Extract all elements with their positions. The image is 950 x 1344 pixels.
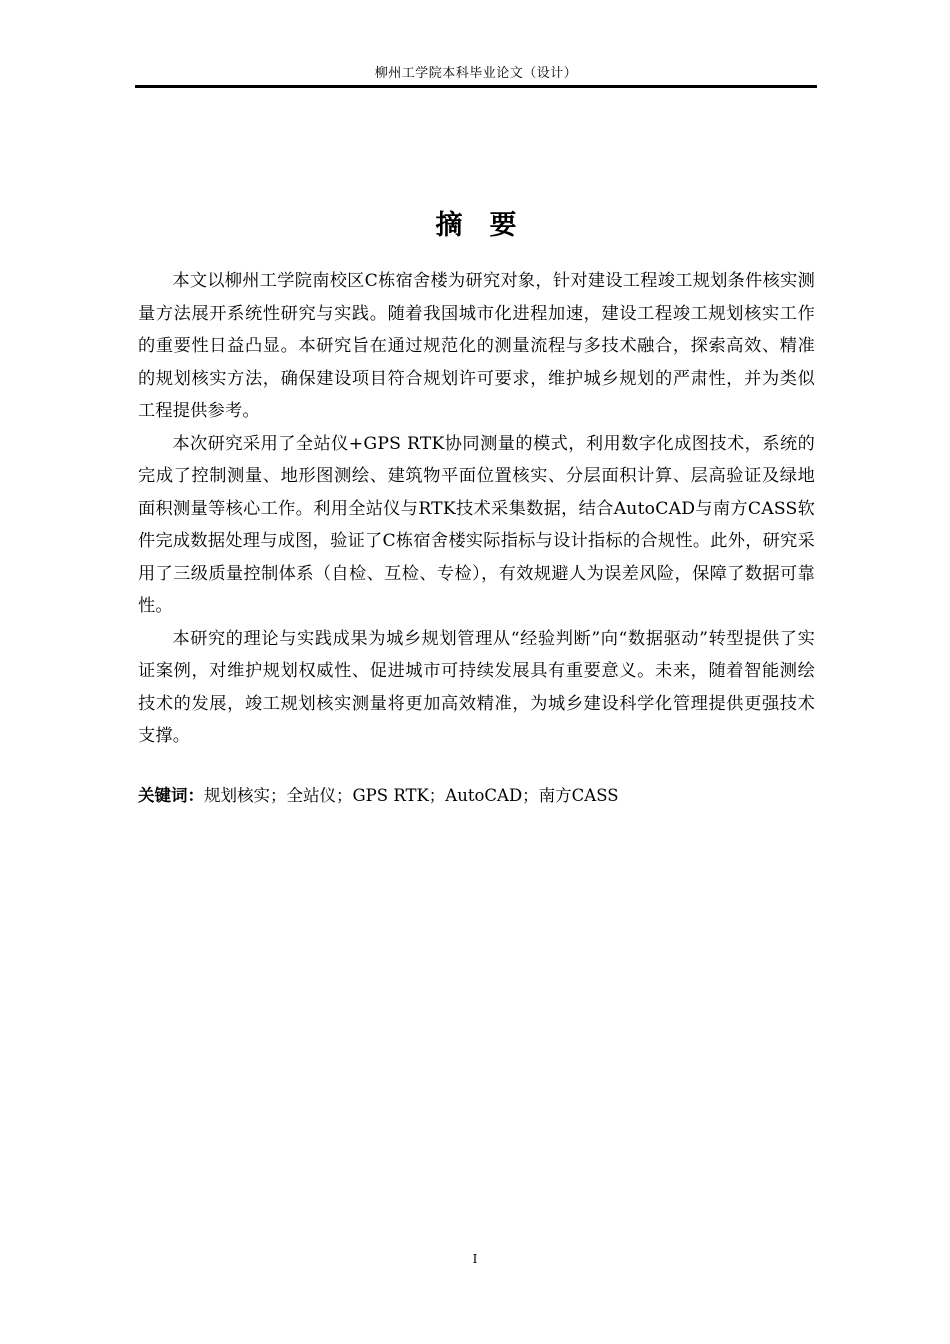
abstract-paragraph-1: 本文以柳州工学院南校区C栋宿舍楼为研究对象，针对建设工程竣工规划条件核实测量方法展开系统性研究与实践。随着我国城市化进程加速，建设工程竣工规划核实工作的重要性日益凸显。本研究旨在通过规范化的测量流程与多技术融合，探索高效、精准的规划核实方法，确保建设项目符合规划许可要求，维护城乡规划的严肃性，并为类似工程提供参考。 <box>138 271 815 421</box>
abstract-paragraph-3: 本研究的理论与实践成果为城乡规划管理从“经验判断”向“数据驱动”转型提供了实证案例，对维护规划权威性、促进城市可持续发展具有重要意义。未来，随着智能测绘技术的发展，竣工规划核实测量将更加高效精准，为城乡建设科学化管理提供更强技术支撑。 <box>138 628 816 746</box>
header-rule <box>135 85 817 88</box>
abstract-paragraph-2: 本次研究采用了全站仪+GPS RTK协同测量的模式，利用数字化成图技术，系统的完成了控制测量、地形图测绘、建筑物平面位置核实、分层面积计算、层高验证及绿地面积测量等核心工作。利用全站仪与RTK技术采集数据，结合AutoCAD与南方CASS软件完成数据处理与成图，验证了C栋宿舍楼实际指标与设计指标的合规性。此外，研究采用了三级质量控制体系（自检、互检、专检），有效规避人为误差风险，保障了数据可靠性。 <box>138 433 815 616</box>
running-header: 柳州工学院本科毕业论文（设计） <box>374 66 578 81</box>
page-number: I <box>472 1252 478 1266</box>
keywords-label: 关键词： <box>138 786 204 805</box>
keywords-line <box>138 782 815 810</box>
keywords-value: 规划核实；全站仪；GPS RTK；AutoCAD；南方CASS <box>204 786 619 805</box>
abstract-body <box>138 265 815 753</box>
abstract-title: 摘 要 <box>435 210 517 241</box>
